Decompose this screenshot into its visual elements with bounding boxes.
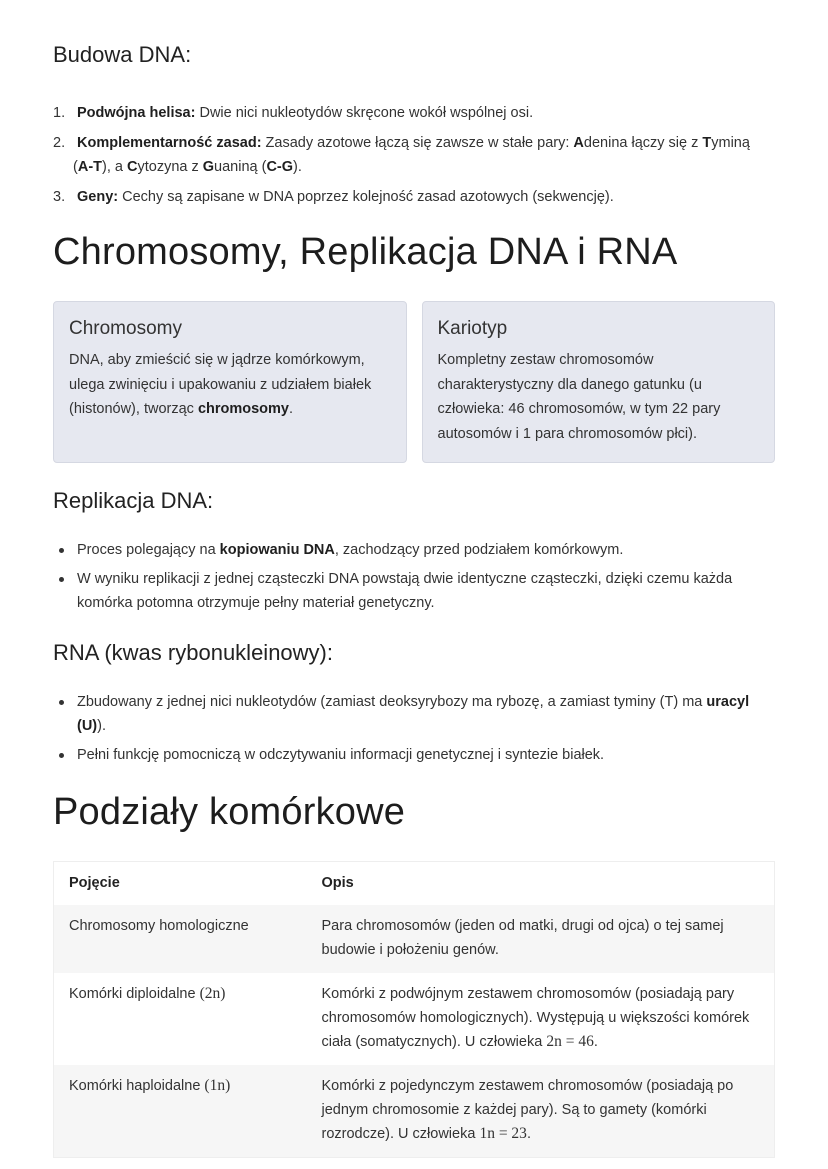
list-item [53,690,775,738]
list-item [53,567,775,615]
math-expression: 1n = 23 [479,1124,527,1142]
item-text: ), a [102,159,127,175]
pair-label: C-G [266,159,294,175]
rna-heading: RNA (kwas rybonukleinowy): [53,640,333,665]
bold-term: kopiowaniu DNA [219,542,335,558]
math-term: (2n) [199,984,226,1002]
list-item [53,743,775,767]
table-row [54,905,775,973]
item-text: ). [97,718,106,734]
term-label: Geny: [77,189,119,205]
item-text: Pełni funkcję pomocniczą w odczytywaniu informacji genetycznej i syntezie białek. [77,747,605,763]
base-letter: G [202,159,215,175]
table-cell-term [54,1065,307,1158]
cell-division-heading: Podziały komórkowe [53,791,406,833]
item-text: , zachodzący przed podziałem komórkowym. [334,542,624,558]
item-text: yminą [711,135,750,151]
list-item [53,101,775,125]
info-cards [53,301,775,463]
chromosomes-heading: Chromosomy, Replikacja DNA i RNA [53,231,678,273]
card-bold-term: chromosomy [197,401,289,417]
list-item [53,538,775,562]
bold-term: uracyl (U) [77,694,750,734]
desc-end: . [526,1125,531,1142]
item-text: ). [293,159,302,175]
dna-structure-list [53,101,775,215]
desc-text: Komórki z podwójnym zestawem chromosomów (posiadają pary chromosomów homologicznych). Występują u większości komórek ciała (somatycznych). U człowieka [321,985,750,1050]
card-text [69,348,391,422]
item-text: Zbudowany z jednej nici nukleotydów (zamiast deoksyrybozy ma rybozę, a zamiast tyminy (T) ma [77,694,707,710]
table-cell-description [307,973,775,1065]
list-number: 2. [53,135,66,151]
card-text: Kompletny zestaw chromosomów charakterystyczny dla danego gatunku (u człowieka: 46 chromosomów, w tym 22 pary autosomów i 1 para chromosomów płci). [437,352,721,442]
item-text: Cechy są zapisane w DNA poprzez kolejność zasad azotowych (sekwencję). [118,189,614,205]
card-title: Chromosomy [69,318,182,339]
item-text: denina łączy się z [583,135,703,151]
table-row [54,973,775,1065]
list-item [53,131,775,179]
desc-text: Komórki z pojedynczym zestawem chromosomów (posiadają po jednym chromosomie z każdej pary). Są to gamety (komórki rozrodcze). U człowieka [321,1077,734,1142]
math-expression: 2n = 46 [546,1032,594,1050]
dna-structure-heading: Budowa DNA: [53,42,192,67]
term-text: Komórki diploidalne [69,985,200,1002]
column-header-term: Pojęcie [69,875,120,892]
item-text: ytozyna z [137,159,203,175]
table-row [54,1065,775,1158]
table-cell-description [307,1065,775,1158]
list-item [53,185,775,209]
base-letter: A [573,135,584,151]
item-text: ( [73,159,78,175]
item-text: Zasady azotowe łączą się zawsze w stałe pary: [261,135,574,151]
card-body-end: . [289,401,294,417]
table-header-row [54,862,775,905]
term-label: Podwójna helisa: [77,105,196,121]
item-text: ( [257,159,267,175]
replication-list [53,538,775,620]
card-karyotype [422,301,776,463]
term-text: Komórki haploidalne [69,1077,205,1094]
card-chromosomes [53,301,407,463]
table-cell-description: Para chromosomów (jeden od matki, drugi od ojca) o tej samej budowie i położeniu genów. [307,905,775,973]
term-label: Komplementarność zasad: [77,135,262,151]
replication-heading: Replikacja DNA: [53,488,214,513]
item-text: uaniną [214,159,258,175]
column-header-description: Opis [321,875,354,892]
item-text: Proces polegający na [77,542,220,558]
math-term: (1n) [204,1076,231,1094]
table-cell-term [54,973,307,1065]
base-letter: C [127,159,138,175]
list-number: 3. [53,189,66,205]
definitions-table [53,861,775,1158]
item-text: Dwie nici nukleotydów skręcone wokół wspólnej osi. [195,105,534,121]
rna-list [53,690,775,772]
base-letter: T [702,135,712,151]
table-cell-term: Chromosomy homologiczne [54,905,307,973]
card-title: Kariotyp [437,318,508,339]
list-number: 1. [53,105,66,121]
card-body: DNA, aby zmieścić się w jądrze komórkowym, ulega zwinięciu i upakowaniu z udziałem białek (histonów), tworząc [69,352,372,417]
pair-label: A-T [77,159,103,175]
desc-end: . [593,1033,598,1050]
item-text: W wyniku replikacji z jednej cząsteczki DNA powstają dwie identyczne cząsteczki, dzięki czemu każda komórka potomna otrzymuje pełny materiał genetyczny. [77,571,733,611]
